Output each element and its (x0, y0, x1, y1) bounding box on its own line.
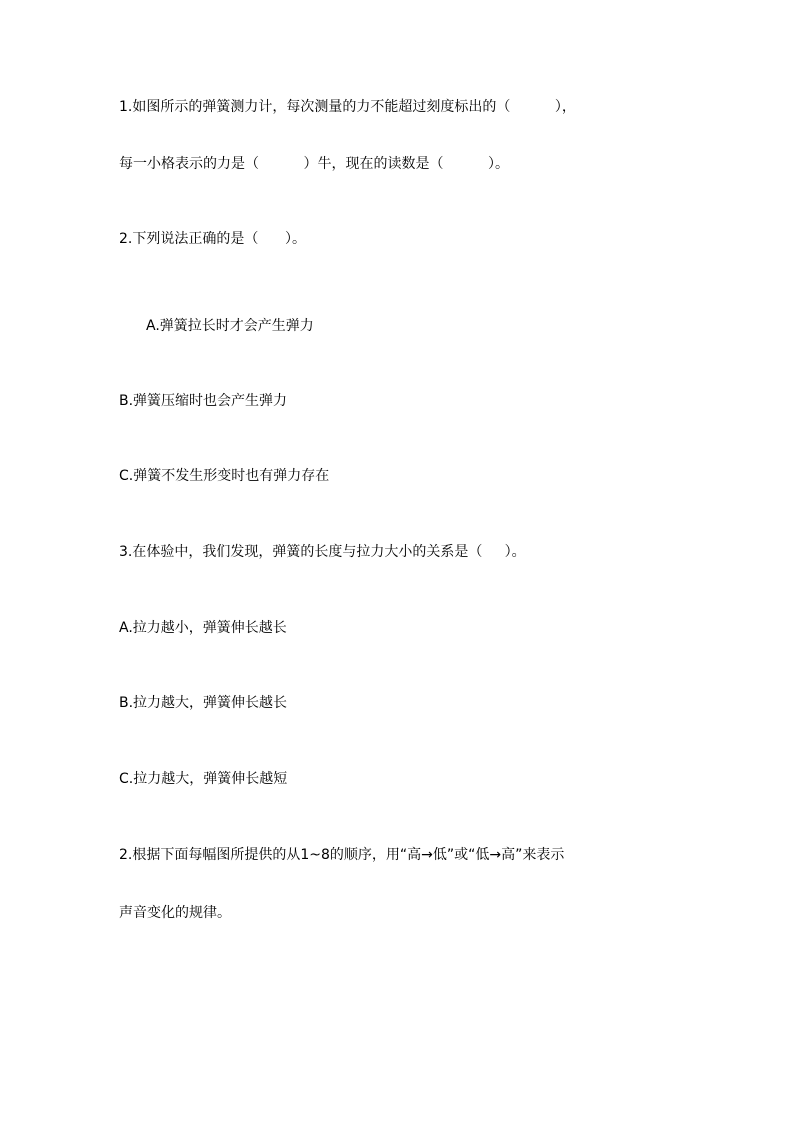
question-4-line-1: 2.根据下面每幅图所提供的从1~8的顺序，用“高→低”或“低→高”来表示 (119, 847, 565, 863)
question-3-option-c: C.拉力越大，弹簧伸长越短 (119, 771, 288, 787)
question-3-option-a: A.拉力越小，弹簧伸长越长 (119, 620, 287, 636)
question-4-line-2: 声音变化的规律。 (119, 905, 231, 921)
question-3-option-b: B.拉力越大，弹簧伸长越长 (119, 695, 288, 711)
question-2-option-b: B.弹簧压缩时也会产生弹力 (119, 393, 288, 409)
question-1-line-2: 每一小格表示的力是（ ）牛，现在的读数是（ ）。 (119, 156, 510, 172)
question-3-stem: 3.在体验中，我们发现，弹簧的长度与拉力大小的关系是（ ）。 (119, 544, 526, 560)
question-2-stem: 2.下列说法正确的是（ ）。 (119, 231, 307, 247)
question-2-option-c: C.弹簧不发生形变时也有弹力存在 (119, 468, 330, 484)
question-1-line-1: 1.如图所示的弹簧测力计，每次测量的力不能超过刻度标出的（ ）， (119, 99, 576, 115)
question-2-option-a: A.弹簧拉长时才会产生弹力 (146, 318, 314, 334)
